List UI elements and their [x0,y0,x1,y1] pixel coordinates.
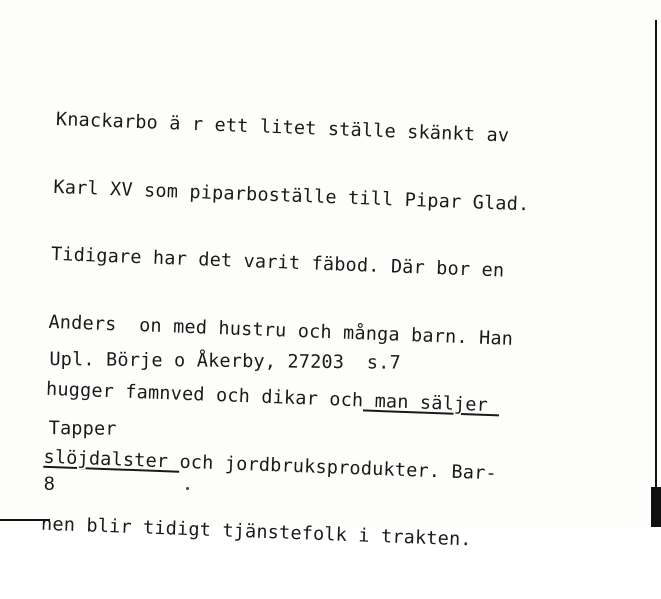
body-line: nen blir tidigt tjänstefolk i trakten. [40,513,473,551]
underlined-phrase: slöjdalster [43,446,180,473]
body-line: Tidigare har det varit fäbod. Där bor en [50,243,505,282]
underlined-phrase: man säljer [362,390,500,417]
paper-speck [186,487,189,490]
body-line: Anders on med hustru och många barn. Han [48,311,514,350]
source-line: Upl. Börje o Åkerby, 27203 s.7 [49,348,401,374]
body-line: slöjdalster och jordbruksprodukter. Bar- [43,446,498,484]
source-reference [48,302,401,490]
body-line: Karl XV som piparboställe till Pipar Glad. [53,176,530,215]
body-line: hugger famnved och dikar och man säljer [45,378,500,417]
page-number: 8 [44,474,55,495]
body-line: Knackarbo ä r ett litet ställe skänkt av [55,108,510,147]
card-edge-corner [651,487,661,527]
collector-name: Tapper [48,417,117,440]
card-edge-right [655,20,657,500]
